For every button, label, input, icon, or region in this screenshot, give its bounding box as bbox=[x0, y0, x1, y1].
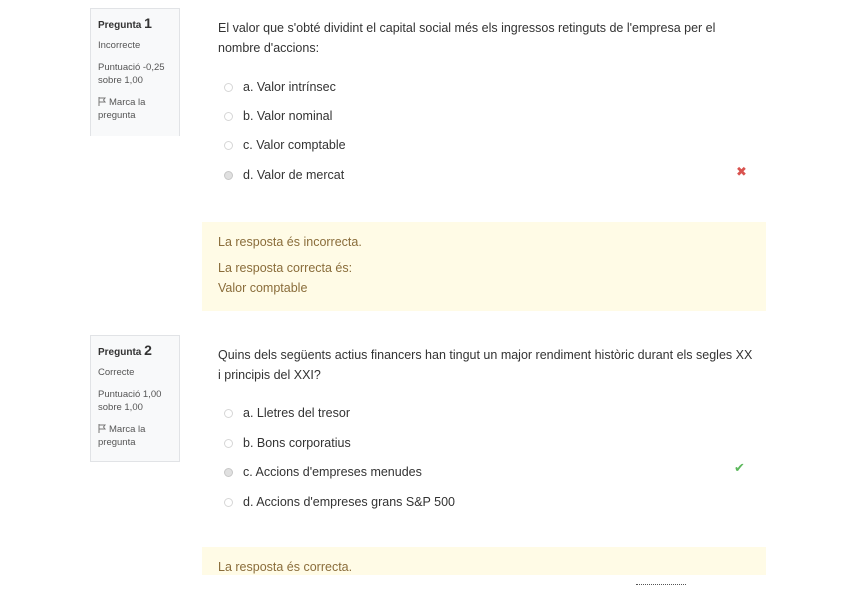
option-label: b. Bons corporatius bbox=[243, 436, 351, 450]
question-grade: Puntuació 1,00 sobre 1,00 bbox=[98, 389, 162, 413]
answer-option-c[interactable] bbox=[224, 463, 422, 481]
question-grade: Puntuació -0,25 sobre 1,00 bbox=[98, 62, 165, 86]
radio-button[interactable] bbox=[224, 112, 233, 121]
radio-button-selected[interactable] bbox=[224, 171, 233, 180]
question-text: El valor que s'obté dividint el capital social més els ingressos retinguts de l'empresa per el nombre d'accions: bbox=[218, 21, 716, 55]
incorrect-icon: ✖ bbox=[736, 164, 747, 179]
answer-option-d[interactable] bbox=[224, 166, 344, 184]
question-text: Quins dels següents actius financers han tingut un major rendiment històric durant els segles XX i principis del XXI? bbox=[218, 348, 753, 382]
option-label: a. Lletres del tresor bbox=[243, 406, 350, 420]
feedback-status: La resposta és correcta. bbox=[218, 560, 353, 574]
radio-button[interactable] bbox=[224, 439, 233, 448]
flag-question-link[interactable] bbox=[98, 96, 173, 122]
radio-button-selected[interactable] bbox=[224, 468, 233, 477]
option-label: d. Accions d'empreses grans S&P 500 bbox=[243, 495, 455, 509]
feedback-correct-answer: Valor comptable bbox=[218, 281, 308, 295]
flag-question-link[interactable] bbox=[98, 423, 173, 449]
flag-label: Marca la pregunta bbox=[98, 97, 146, 121]
answer-option-b[interactable] bbox=[224, 434, 351, 452]
question-1-feedback bbox=[202, 222, 766, 311]
option-label: c. Valor comptable bbox=[243, 138, 346, 152]
feedback-correct-label: La resposta correcta és: bbox=[218, 261, 353, 275]
question-label: Pregunta bbox=[98, 20, 142, 31]
question-state: Correcte bbox=[98, 367, 135, 378]
question-1-content bbox=[218, 18, 758, 58]
answer-option-c[interactable] bbox=[224, 136, 346, 154]
flag-icon bbox=[98, 97, 106, 106]
question-2-content bbox=[218, 345, 758, 385]
question-2-feedback bbox=[202, 547, 766, 575]
radio-button[interactable] bbox=[224, 498, 233, 507]
question-number bbox=[98, 342, 173, 358]
flag-icon bbox=[98, 424, 106, 433]
question-2-info bbox=[90, 335, 180, 462]
answer-option-b[interactable] bbox=[224, 107, 332, 125]
correct-icon: ✔ bbox=[734, 460, 745, 475]
option-label: a. Valor intrínsec bbox=[243, 80, 336, 94]
option-label: d. Valor de mercat bbox=[243, 168, 345, 182]
radio-button[interactable] bbox=[224, 83, 233, 92]
question-number-value: 2 bbox=[144, 342, 152, 358]
radio-button[interactable] bbox=[224, 409, 233, 418]
question-1-info bbox=[90, 8, 180, 136]
option-label: c. Accions d'empreses menudes bbox=[243, 465, 422, 479]
question-label: Pregunta bbox=[98, 347, 142, 358]
question-number-value: 1 bbox=[144, 15, 152, 31]
scan-artifact bbox=[636, 584, 686, 588]
question-state: Incorrecte bbox=[98, 40, 141, 51]
flag-label: Marca la pregunta bbox=[98, 424, 146, 448]
question-number bbox=[98, 15, 173, 31]
radio-button[interactable] bbox=[224, 141, 233, 150]
answer-option-a[interactable] bbox=[224, 404, 350, 422]
answer-option-d[interactable] bbox=[224, 493, 455, 511]
option-label: b. Valor nominal bbox=[243, 109, 333, 123]
feedback-status: La resposta és incorrecta. bbox=[218, 235, 362, 249]
answer-option-a[interactable] bbox=[224, 78, 336, 96]
